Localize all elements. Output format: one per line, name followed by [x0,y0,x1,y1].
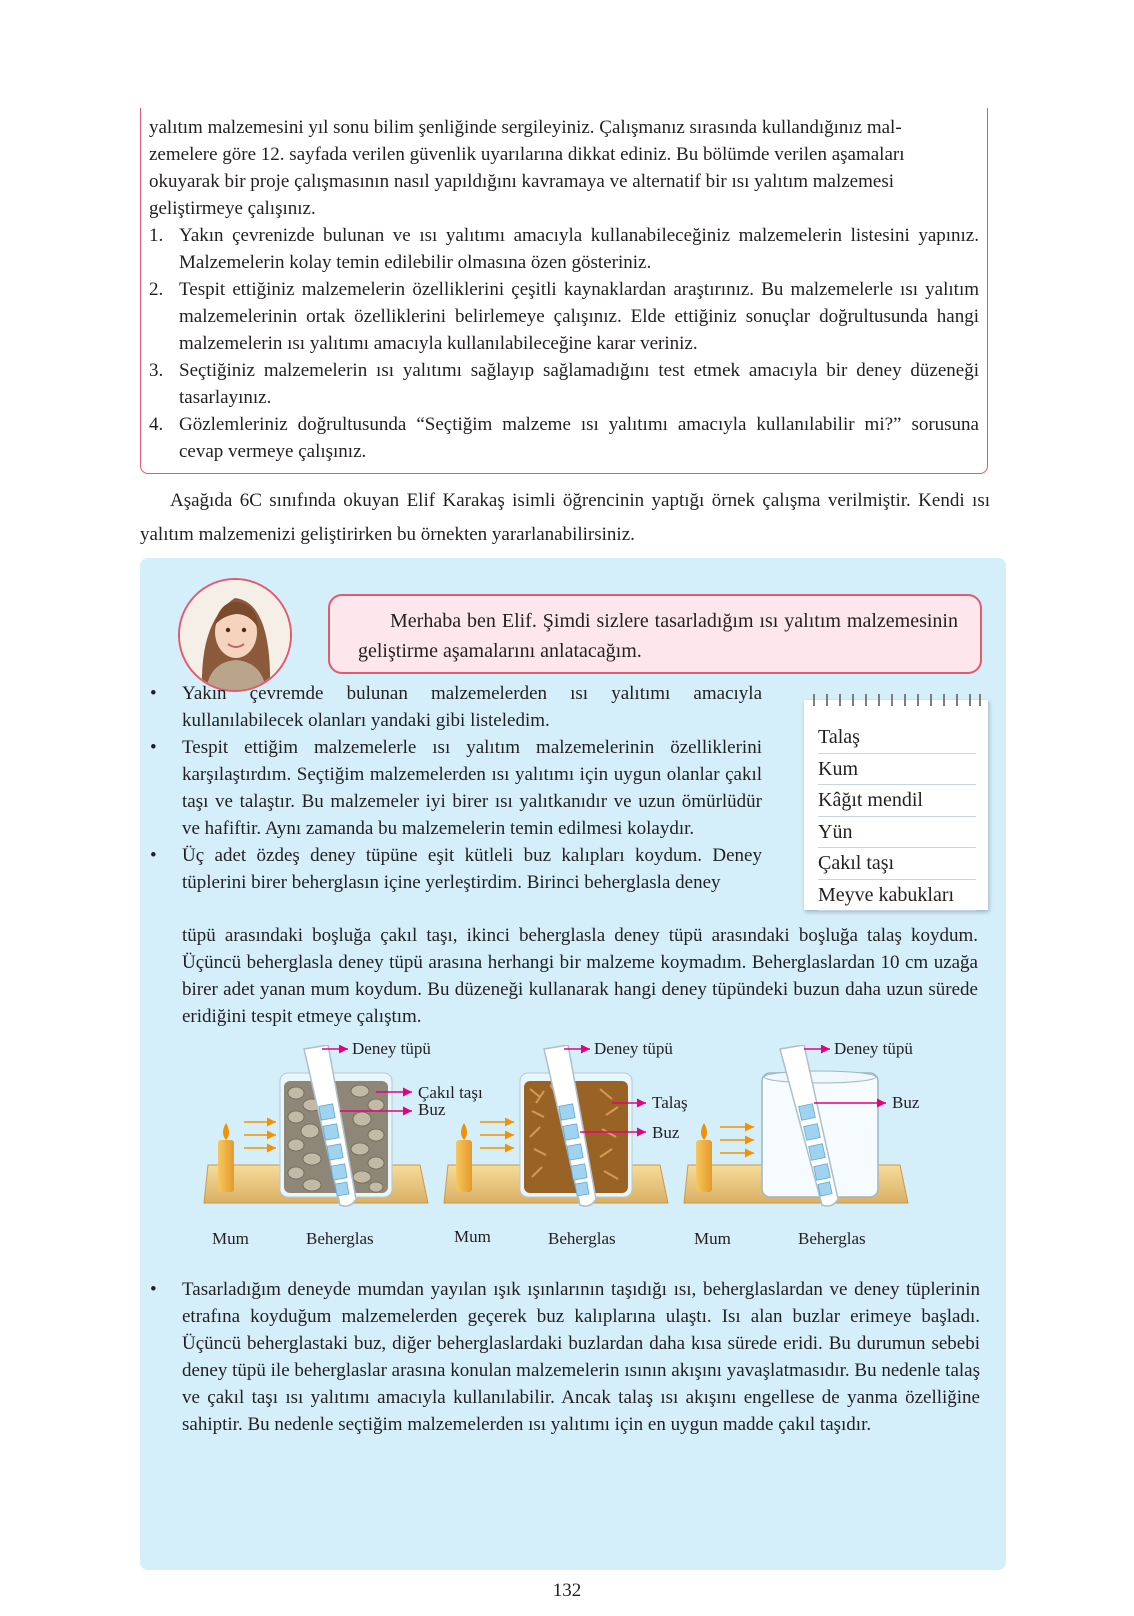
label-ice: Buz [892,1093,920,1112]
student-avatar [178,578,292,692]
intro-paragraph: Aşağıda 6C sınıfında okuyan Elif Karakaş isimli öğrencinin yaptığı örnek çalışma verilmiştir. Kendi ısı yalıtım malzemenizi geliştirirken bu örnekten yararlanabilirsiniz. [140,490,990,545]
project-step: 4. Gözlemleriniz doğrultusunda “Seçtiğim malzeme ısı yalıtımı amacıyla kullanılabilir mi?” sorusuna cevap vermeye çalışınız. [149,414,979,462]
label-ice: Buz [652,1123,680,1142]
conclusion-bullet-list [150,1276,980,1438]
label-tube: Deney tüpü [834,1039,913,1058]
project-steps-list [149,222,979,465]
list-item: • Yakın çevremde bulunan malzemelerden ısı yalıtımı amacıyla kullanılabilecek olanları yandaki gibi listeledim. [150,683,762,731]
list-item: Kâğıt mendil [818,785,976,817]
bullet-continuation: tüpü arasındaki boşluğa çakıl taşı, ikinci beherglasla deney tüpü arasındaki boşluğa talaş koydum. Üçüncü beherglasla deney tüpü arasına herhangi bir malzeme koymadım. Beherglaslardan 10 cm uzağa birer adet yanan mum koydum. Bu düzeneği kullanarak hangi deney tüpündeki buzun daha uzun sürede eridiğini tespit etmeye çalıştım. [182,925,978,1027]
experiment-figure [200,1039,980,1255]
label-beaker: Beherglas [798,1229,866,1248]
girl-portrait-icon [180,580,290,690]
project-steps-box [140,108,988,474]
label-gravel: Çakıl taşı [418,1083,483,1102]
project-intro-line: geliştirmeye çalışınız. [149,198,316,219]
page-number: 132 [552,1580,582,1601]
label-candle: Mum [454,1227,491,1246]
materials-notepad [804,700,988,910]
label-candle: Mum [694,1229,731,1248]
list-item: Çakıl taşı [818,848,976,880]
project-intro-line: zemelere göre 12. sayfada verilen güvenlik uyarılarına dikkat ediniz. Bu bölümde verilen aşamaları [149,144,905,165]
label-candle: Mum [212,1229,249,1248]
list-item: • Üç adet özdeş deney tüpüne eşit kütleli buz kalıpları koydum. Deney tüplerini birer beherglasın içine yerleştirdim. Birinci beherglasla deney [150,845,762,893]
materials-list [818,722,976,911]
list-item: Meyve kabukları [818,880,976,912]
speech-bubble-text: Merhaba ben Elif. Şimdi sizlere tasarladığım ısı yalıtım malzemesinin geliştirme aşamalarını anlatacağım. [358,610,958,662]
label-ice: Buz [418,1100,446,1119]
list-item: Kum [818,754,976,786]
project-intro-line: okuyarak bir proje çalışmasının nasıl yapıldığını kavramaya ve alternatif bir ısı yalıtım malzemesi [149,171,894,192]
list-item: Yün [818,817,976,849]
speech-bubble [328,594,982,674]
label-sawdust: Talaş [652,1093,688,1112]
label-beaker: Beherglas [306,1229,374,1248]
project-step: 1. Yakın çevrenizde bulunan ve ısı yalıtımı amacıyla kullanabileceğiniz malzemelerin listesini yapınız. Malzemelerin kolay temin edilebilir olmasına özen gösteriniz. [149,225,979,273]
list-item: • Tespit ettiğim malzemelerle ısı yalıtım malzemelerinin özelliklerini karşılaştırdım. Seçtiğim malzemelerden ısı yalıtımı için uygun olanlar çakıl taşı ve talaştır. Bu malzemeler iyi birer ısı yalıtkanıdır ve uzun ömürlüdür ve hafiftir. Aynı zamanda bu malzemelerin temin edilmesi kolaydır. [150,737,762,839]
list-item: Talaş [818,722,976,754]
setup-sawdust [444,1045,668,1206]
label-tube: Deney tüpü [594,1039,673,1058]
label-beaker: Beherglas [548,1229,616,1248]
project-step: 2. Tespit ettiğiniz malzemelerin özelliklerini çeşitli kaynaklardan araştırınız. Bu malzemelerle ısı yalıtım malzemelerinin ortak özelliklerini belirlemeye çalışınız. Elde ettiğiniz sonuçlar doğrultusunda hangi malzemelerin ısı yalıtımı amacıyla kullanılabileceğine karar veriniz. [149,279,979,354]
project-step: 3. Seçtiğiniz malzemelerin ısı yalıtımı sağlayıp sağlamadığını test etmek amacıyla bir deney düzeneği tasarlayınız. [149,360,979,408]
setup-gravel [204,1045,428,1206]
project-intro-line: yalıtım malzemesini yıl sonu bilim şenliğinde sergileyiniz. Çalışmanız sırasında kullandığınız mal- [149,117,902,138]
steps-bullet-list [150,680,762,896]
label-tube: Deney tüpü [352,1039,431,1058]
setup-empty [684,1045,908,1206]
list-item: • Tasarladığım deneyde mumdan yayılan ışık ışınlarının taşıdığı ısı, beherglaslardan ve deney tüplerinin etrafına koyduğum malzemelerden geçerek buz kalıplarına ulaştı. Isı alan buzlar erimeye başladı. Üçüncü beherglastaki buz, diğer beherglaslardaki buzlardan daha kısa sürede eridi. Bu durumun sebebi deney tüpü ile beherglaslar arasına konulan malzemelerin ısının akışını yavaşlatmasıdır. Bu nedenle talaş ve çakıl taşı ısı yalıtımı amacıyla kullanılabilir. Ancak talaş ısı akışını engellese de yanma özelliğine sahiptir. Bu nedenle seçtiğim malzemelerden ısı yalıtımı için en uygun madde çakıl taşıdır. [150,1279,980,1435]
spiral-rings-icon [804,692,988,710]
experiment-illustration [200,1045,980,1255]
